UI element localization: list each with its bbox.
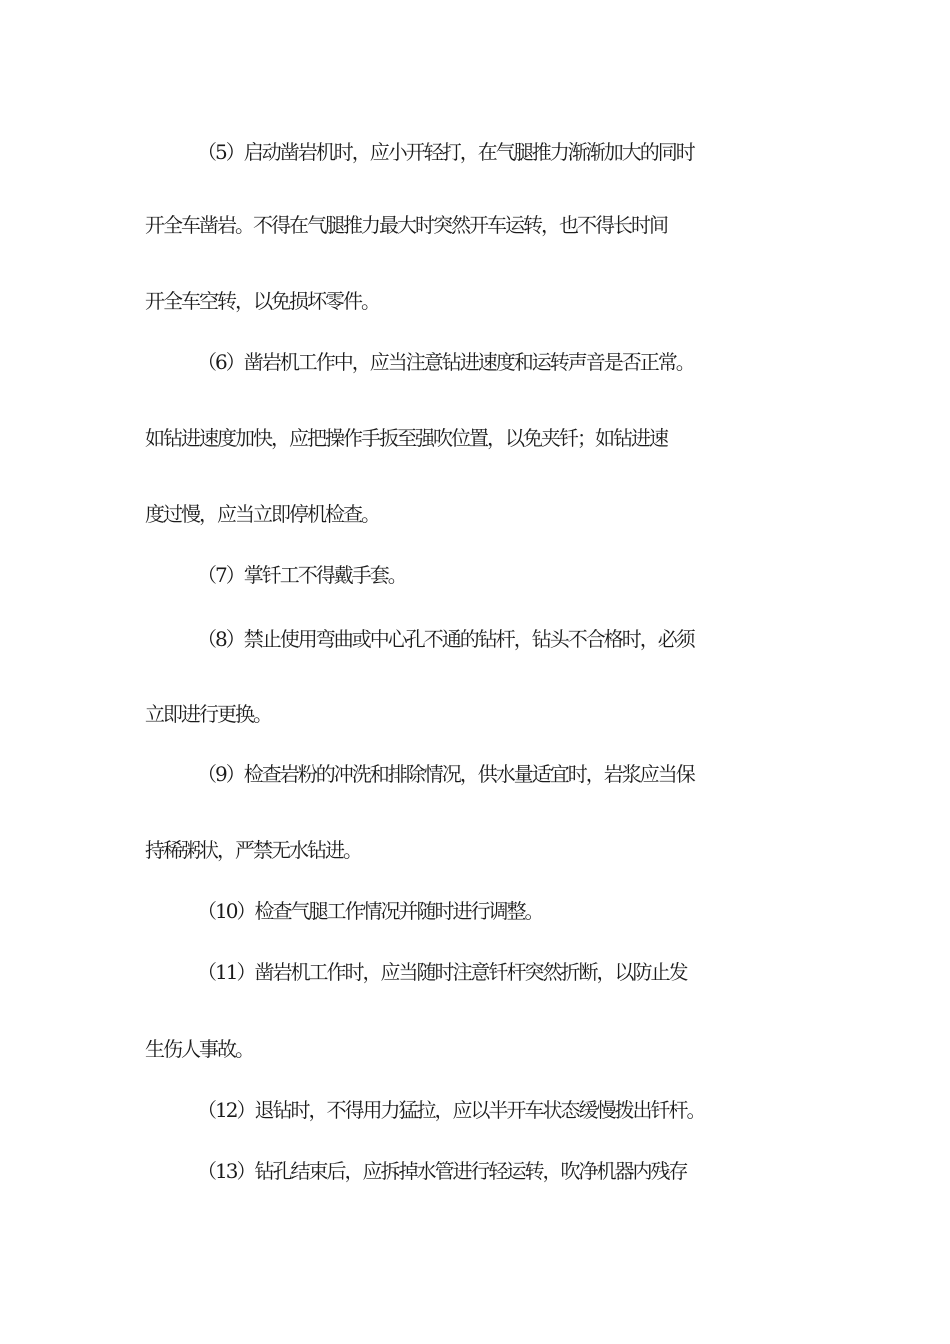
paragraph-line: 持稀粥状，严禁无水钻进。 — [145, 838, 361, 862]
paragraph-line: 生伤人事故。 — [145, 1037, 253, 1061]
paragraph-line: （8）禁止使用弯曲或中心孔不通的钻杆，钻头不合格时，必须 — [197, 627, 694, 651]
paragraph-line: 开全车空转，以免损坏零件。 — [145, 289, 379, 313]
paragraph-line: （5）启动凿岩机时，应小开轻打，在气腿推力渐渐加大的同时 — [197, 140, 694, 164]
paragraph-line: （12）退钻时，不得用力猛拉，应以半开车状态缓慢拨出钎杆。 — [197, 1098, 705, 1122]
paragraph-line: 度过慢，应当立即停机检查。 — [145, 502, 379, 526]
paragraph-line: 开全车凿岩。不得在气腿推力最大时突然开车运转，也不得长时间 — [145, 213, 667, 237]
paragraph-line: （6）凿岩机工作中，应当注意钻进速度和运转声音是否正常。 — [197, 350, 694, 374]
paragraph-line: 如钻进速度加快，应把操作手扳至强吹位置，以免夹钎；如钻进速 — [145, 426, 667, 450]
paragraph-line: （7）掌钎工不得戴手套。 — [197, 563, 406, 587]
paragraph-line: （11）凿岩机工作时，应当随时注意钎杆突然折断，以防止发 — [197, 960, 687, 984]
paragraph-line: （13）钻孔结束后，应拆掉水管进行轻运转，吹净机器内残存 — [197, 1159, 687, 1183]
paragraph-line: 立即进行更换。 — [145, 702, 271, 726]
paragraph-line: （10）检查气腿工作情况并随时进行调整。 — [197, 899, 543, 923]
paragraph-line: （9）检查岩粉的冲洗和排除情况，供水量适宜时，岩浆应当保 — [197, 762, 694, 786]
